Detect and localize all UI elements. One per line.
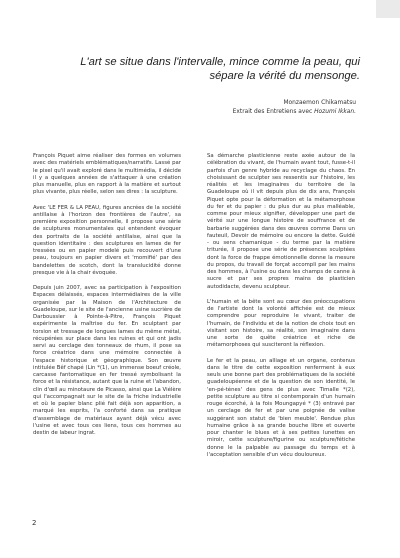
right-column bbox=[207, 153, 355, 467]
epigraph-quote bbox=[30, 55, 360, 83]
quote-line-2: sépare la vérité du mensonge. bbox=[209, 70, 360, 82]
quote-attribution bbox=[150, 99, 356, 117]
attribution-source-name: Hozumi Ikkan. bbox=[314, 109, 356, 115]
left-column bbox=[33, 153, 181, 445]
body-paragraph: Le fer et la peau, un alliage et un organe, contenus dans le titre de cette exposition renferment à eux seuls une bonne part des problématiques de la société guadeloupéenne et de la question de son identité, le 'en-pé-ténes' des gens de plus avec Timalle *(2), petite sculpture au titre si contemporain d'un humain rouge écorché, à la fois Moungapyé * (3) entravé par un cerclage de fer et par une poignée de valise suggérant son statut de 'bien meuble'. Rendue plus humaine grâce à sa grande bouche libre et ouverte pour chanter le blues et à ses petites lunettes en miroir, cette sculpture/figurine ou sculpture/fétiche donne le la palpable au passage du temps et à l'acceptation sensible d'un vécu douloureux. bbox=[207, 357, 355, 458]
page-corner-tab bbox=[376, 0, 400, 18]
body-paragraph: Sa démarche plasticienne reste axée autour de la célébration du vivant, de l'humain avant tout, fusse-t-il parfois d'un genre hybride au recyclage du chaos. En choisissant de sculpter ses ressentis sur l'histoire, les réalités et les imaginaires du territoire de la Guadeloupe où il vit depuis plus de dix ans, François Piquet opte pour la déformation et la métamorphose du fer et du papier : du plus dur au plus malléable, comme pour mieux signifier, développer une part de vérité sur une longue histoire de souffrance et de barbarie suggérées dans des œuvres comme Dans un fauteuil, Devoir de mémoire ou encore la dette. Guidé - ou sens chamanique - du terme par la matière triturée, il propose une série de présences sculptées dont la force de frappe émotionnelle donne la mesure du propos, du travail de forçat accompli par les mains des hommes, à l'usine ou dans les champs de canne à sucre et par ses propres mains de plasticien autodidacte, devenu sculpteur. bbox=[207, 153, 355, 290]
body-paragraph: L'humain et la bête sont au cœur des préoccupations de l'artiste dont la volonté affichée est de mieux comprendre pour reproduire le vivant, traiter de l'humain, de l'individu et de la notion de choix tout en visitant son histoire, sa réalité, son imaginaire dans une sorte de quête créatrice et riche de métamorphoses qui susciteront la réflexion. bbox=[207, 298, 355, 349]
page-number: 2 bbox=[32, 519, 37, 527]
body-paragraph: Avec 'LE FER & LA PEAU, figures ancrées de la société antillaise à l'horizon des frontières de l'autre', sa première exposition personnelle, il propose une série de sculptures monumentales qui entendent évoquer des portraits de la société antillaise, ainsi que la question identitaire : des sculptures en lames de fer tressées ou en papier modelé puis recouvert d'une peau, toujours en papier divers et 'momifié' par des bandelettes de scotch, dont la translucidité donne presque vie à la chair évoquée. bbox=[33, 204, 181, 276]
attribution-source bbox=[150, 108, 356, 117]
attribution-source-prefix: Extrait des Entretiens avec bbox=[232, 109, 315, 115]
attribution-author: Monzaemon Chikamatsu bbox=[283, 100, 356, 106]
body-paragraph: François Piquet aime réaliser des formes en volumes avec des matériels emblématiques/narratifs. Lassé par le pixel qu'il avait exploré dans le multimédia, il décide il y a quelques années de s'attaquer à une création plus manuelle, plus en rapport à la matière et surtout plus vivante, plus réelle, selon ses dires : la sculpture. bbox=[33, 153, 181, 196]
quote-line-1: L'art se situe dans l'intervalle, mince comme la peau, qui bbox=[80, 56, 360, 68]
body-paragraph: Depuis juin 2007, avec sa participation à l'exposition Espaces délaissés, espaces intermédiaires de la ville organisée par la Maison de l'Architecture de Guadeloupe, sur le site de l'ancienne usine sucrière de Darboussier à Pointe-à-Pitre, François Piquet expérimente la maîtrise du fer. En sculptant par torsion et tressage de longues lames du même métal, récupérées sur place dans les ruines et qui ont jadis servi au cerclage des tonneaux de rhum, il pose sa force créatrice dans une mémoire connectée à l'espace historique et géographique. Son œuvre intitulée Bêf chapé (Lin *(1), un immense boeuf créole, carcasse fantomatique en fer tressé symbolisant la force et la résistance, autant que la ruine et l'abandon, clin d'œil au minotaure de Picasso, ainsi que La Viélère qui l'accompagnait sur le site de la friche industrielle et où le papier blanc plié fait déjà son apparition, a marqué les esprits, l'a conforté dans sa pratique d'assemblage de matériaux ayant déjà vécu avec l'usine et avec tous ces liens, tous ces hommes au destin de labeur ingrat. bbox=[33, 285, 181, 436]
